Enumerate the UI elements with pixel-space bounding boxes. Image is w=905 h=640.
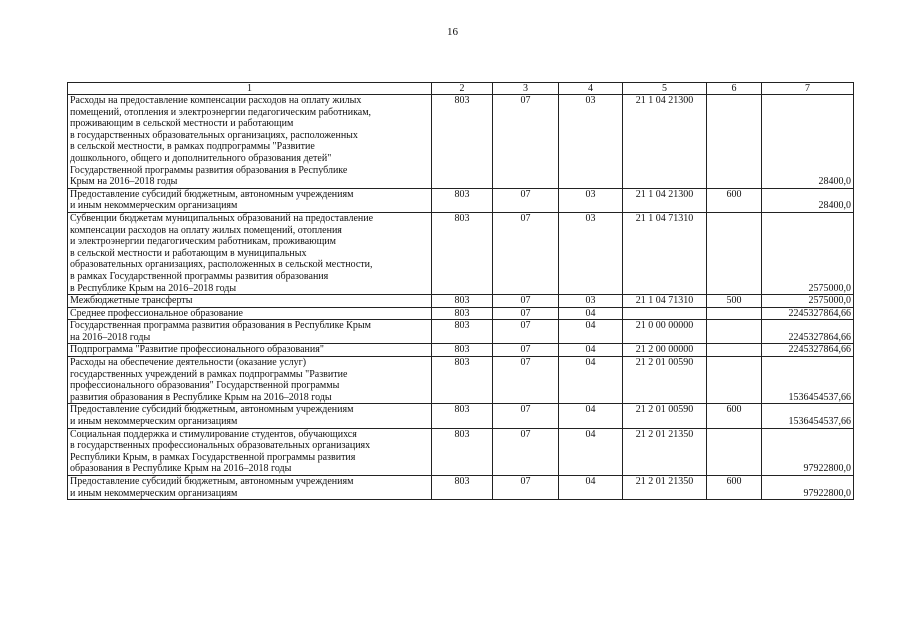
subsection-code: 03 <box>559 295 623 308</box>
row-description: Социальная поддержка и стимулирование студентов, обучающихся в государственных профессиональных образовательных организациях Республики Крым, в рамках Государственной программы развития образования в Республике Крым на 2016–2018 годы <box>68 428 432 475</box>
target-article-code: 21 1 04 21300 <box>623 188 707 212</box>
subsection-code: 03 <box>559 188 623 212</box>
expense-type-code <box>707 95 762 189</box>
subsection-code: 04 <box>559 320 623 344</box>
target-article-code <box>623 307 707 320</box>
amount-cell: 28400,0 <box>762 188 854 212</box>
header-cell: 7 <box>762 83 854 95</box>
expense-type-code <box>707 357 762 404</box>
ministry-code: 803 <box>432 428 493 475</box>
row-description: Предоставление субсидий бюджетным, автономным учреждениям и иным некоммерческим организациям <box>68 476 432 500</box>
header-cell: 4 <box>559 83 623 95</box>
ministry-code: 803 <box>432 476 493 500</box>
target-article-code: 21 2 01 21350 <box>623 476 707 500</box>
table-row <box>68 476 854 500</box>
section-code: 07 <box>493 307 559 320</box>
ministry-code: 803 <box>432 320 493 344</box>
amount-cell: 97922800,0 <box>762 428 854 475</box>
amount-cell: 1536454537,66 <box>762 357 854 404</box>
table-row <box>68 404 854 428</box>
table-row <box>68 95 854 189</box>
amount-cell: 1536454537,66 <box>762 404 854 428</box>
row-description: Среднее профессиональное образование <box>68 307 432 320</box>
ministry-code: 803 <box>432 212 493 294</box>
table-row <box>68 357 854 404</box>
target-article-code: 21 2 01 21350 <box>623 428 707 475</box>
amount-cell: 2245327864,66 <box>762 307 854 320</box>
expense-type-code <box>707 428 762 475</box>
amount-cell: 2575000,0 <box>762 295 854 308</box>
target-article-code: 21 2 01 00590 <box>623 357 707 404</box>
target-article-code: 21 1 04 21300 <box>623 95 707 189</box>
target-article-code: 21 1 04 71310 <box>623 295 707 308</box>
expense-type-code <box>707 320 762 344</box>
subsection-code: 03 <box>559 212 623 294</box>
subsection-code: 04 <box>559 357 623 404</box>
page-number: 16 <box>447 26 458 38</box>
header-row <box>68 83 854 95</box>
ministry-code: 803 <box>432 307 493 320</box>
subsection-code: 04 <box>559 476 623 500</box>
row-description: Расходы на предоставление компенсации расходов на оплату жилых помещений, отопления и электроэнергии педагогическим работникам, проживающим в сельской местности и работающим в государственных образовательных организациях, расположенных в сельской местности, в рамках подпрограммы "Развитие дошкольного, общего и дополнительного образования детей" Государственной программы развития образования в Республике Крым на 2016–2018 годы <box>68 95 432 189</box>
subsection-code: 04 <box>559 307 623 320</box>
target-article-code: 21 2 01 00590 <box>623 404 707 428</box>
expense-type-code <box>707 212 762 294</box>
header-cell: 3 <box>493 83 559 95</box>
table-row <box>68 428 854 475</box>
target-article-code: 21 0 00 00000 <box>623 320 707 344</box>
subsection-code: 04 <box>559 428 623 475</box>
row-description: Расходы на обеспечение деятельности (оказание услуг) государственных учреждений в рамках подпрограммы "Развитие профессионального образования" Государственной программы развития образования в Республике Крым на 2016–2018 годы <box>68 357 432 404</box>
table-row <box>68 344 854 357</box>
amount-cell: 2245327864,66 <box>762 320 854 344</box>
section-code: 07 <box>493 404 559 428</box>
amount-cell: 2245327864,66 <box>762 344 854 357</box>
table-row <box>68 188 854 212</box>
section-code: 07 <box>493 320 559 344</box>
table-row <box>68 307 854 320</box>
table-row <box>68 212 854 294</box>
ministry-code: 803 <box>432 404 493 428</box>
section-code: 07 <box>493 476 559 500</box>
expense-type-code <box>707 307 762 320</box>
expense-type-code: 600 <box>707 404 762 428</box>
section-code: 07 <box>493 295 559 308</box>
ministry-code: 803 <box>432 188 493 212</box>
amount-cell: 28400,0 <box>762 95 854 189</box>
section-code: 07 <box>493 188 559 212</box>
ministry-code: 803 <box>432 344 493 357</box>
expense-type-code <box>707 344 762 357</box>
header-cell: 5 <box>623 83 707 95</box>
row-description: Субвенции бюджетам муниципальных образований на предоставление компенсации расходов на оплату жилых помещений, отопления и электроэнергии педагогическим работникам, проживающим в сельской местности и работающим в муниципальных образовательных организациях, расположенных в сельской местности, в рамках Государственной программы развития образования в Республике Крым на 2016–2018 годы <box>68 212 432 294</box>
table-row <box>68 320 854 344</box>
subsection-code: 04 <box>559 404 623 428</box>
section-code: 07 <box>493 344 559 357</box>
row-description: Предоставление субсидий бюджетным, автономным учреждениям и иным некоммерческим организациям <box>68 188 432 212</box>
row-description: Государственная программа развития образования в Республике Крым на 2016–2018 годы <box>68 320 432 344</box>
section-code: 07 <box>493 357 559 404</box>
expense-type-code: 600 <box>707 476 762 500</box>
header-cell: 1 <box>68 83 432 95</box>
section-code: 07 <box>493 95 559 189</box>
row-description: Предоставление субсидий бюджетным, автономным учреждениям и иным некоммерческим организациям <box>68 404 432 428</box>
expense-type-code: 500 <box>707 295 762 308</box>
row-description: Подпрограмма "Развитие профессионального образования" <box>68 344 432 357</box>
budget-table <box>67 82 854 500</box>
table-row <box>68 295 854 308</box>
subsection-code: 04 <box>559 344 623 357</box>
amount-cell: 97922800,0 <box>762 476 854 500</box>
target-article-code: 21 2 00 00000 <box>623 344 707 357</box>
ministry-code: 803 <box>432 357 493 404</box>
amount-cell: 2575000,0 <box>762 212 854 294</box>
target-article-code: 21 1 04 71310 <box>623 212 707 294</box>
ministry-code: 803 <box>432 95 493 189</box>
subsection-code: 03 <box>559 95 623 189</box>
header-cell: 2 <box>432 83 493 95</box>
header-cell: 6 <box>707 83 762 95</box>
expense-type-code: 600 <box>707 188 762 212</box>
ministry-code: 803 <box>432 295 493 308</box>
row-description: Межбюджетные трансферты <box>68 295 432 308</box>
section-code: 07 <box>493 212 559 294</box>
section-code: 07 <box>493 428 559 475</box>
